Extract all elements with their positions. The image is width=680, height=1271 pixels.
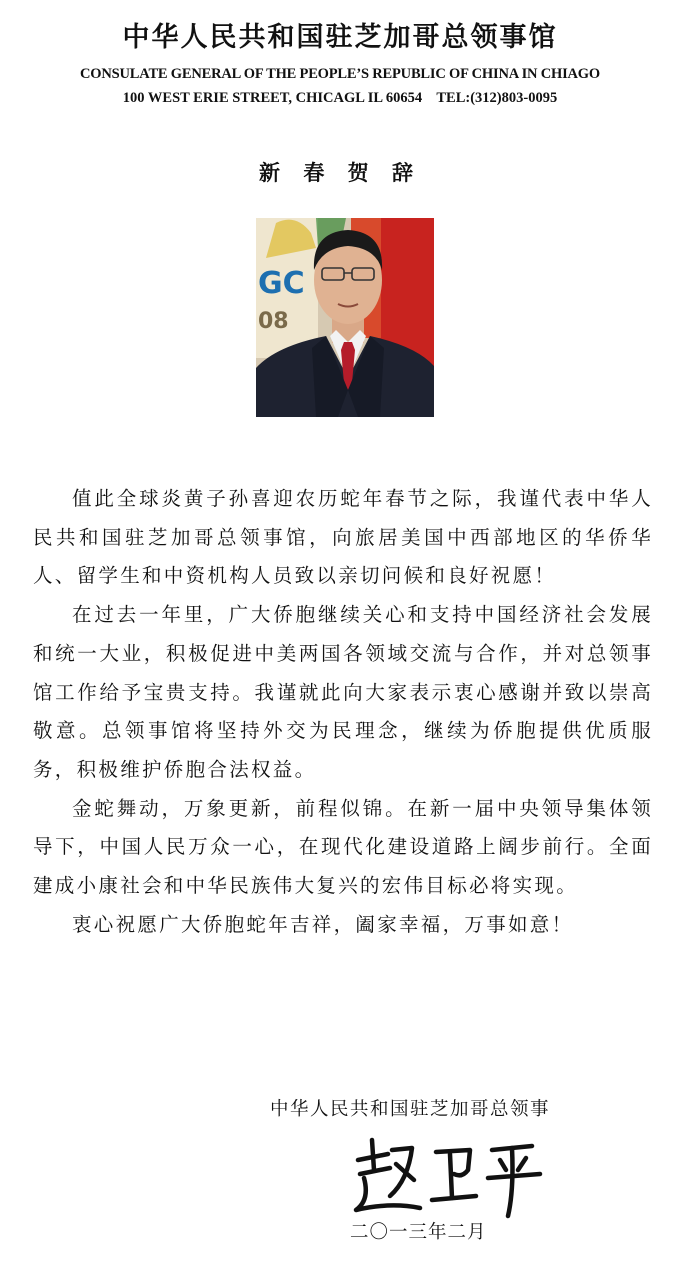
portrait-illustration bbox=[256, 218, 434, 417]
consulate-address: 100 WEST ERIE STREET, CHICAGL IL 60654 TEL:(312)803-0095 bbox=[122, 90, 558, 106]
signature-drawing bbox=[350, 1130, 550, 1220]
signature-organization: 中华人民共和国驻芝加哥总领事 bbox=[270, 1099, 551, 1120]
letter-paragraph: 衷心祝愿广大侨胞蛇年吉祥，阖家幸福，万事如意！ bbox=[72, 912, 574, 936]
consulate-name-chinese: 中华人民共和国驻芝加哥总领事馆 bbox=[122, 22, 558, 53]
letter-paragraph: 金蛇舞动，万象更新，前程似锦。在新一届中央领导集体领导下，中国人民万众一心，在现代化建设道路上阔步前行。全面建成小康社会和中华民族伟大复兴的宏伟目标必将实现。 bbox=[33, 796, 653, 898]
letter-title: 新 春 贺 辞 bbox=[259, 161, 421, 185]
consulate-name-english: CONSULATE GENERAL OF THE PEOPLE’S REPUBLIC OF CHINA IN CHIAGO bbox=[80, 66, 600, 82]
handwritten-signature bbox=[350, 1130, 550, 1220]
banner-year-text: 08 bbox=[258, 309, 289, 334]
consul-portrait-photo bbox=[256, 218, 434, 417]
letter-paragraph: 在过去一年里，广大侨胞继续关心和支持中国经济社会发展和统一大业，积极促进中美两国各领域交流与合作，并对总领事馆工作给予宝贵支持。我谨就此向大家表示衷心感谢并致以崇高敬意。总领事馆将坚持外交为民理念，继续为侨胞提供优质服务，积极维护侨胞合法权益。 bbox=[33, 603, 653, 781]
banner-gc-text: GC bbox=[258, 266, 305, 301]
letter-body bbox=[33, 480, 653, 944]
letter-paragraph: 值此全球炎黄子孙喜迎农历蛇年春节之际，我谨代表中华人民共和国驻芝加哥总领事馆，向旅居美国中西部地区的华侨华人、留学生和中资机构人员致以亲切问候和良好祝愿！ bbox=[33, 487, 653, 588]
letter-date: 二〇一三年二月 bbox=[350, 1222, 487, 1243]
